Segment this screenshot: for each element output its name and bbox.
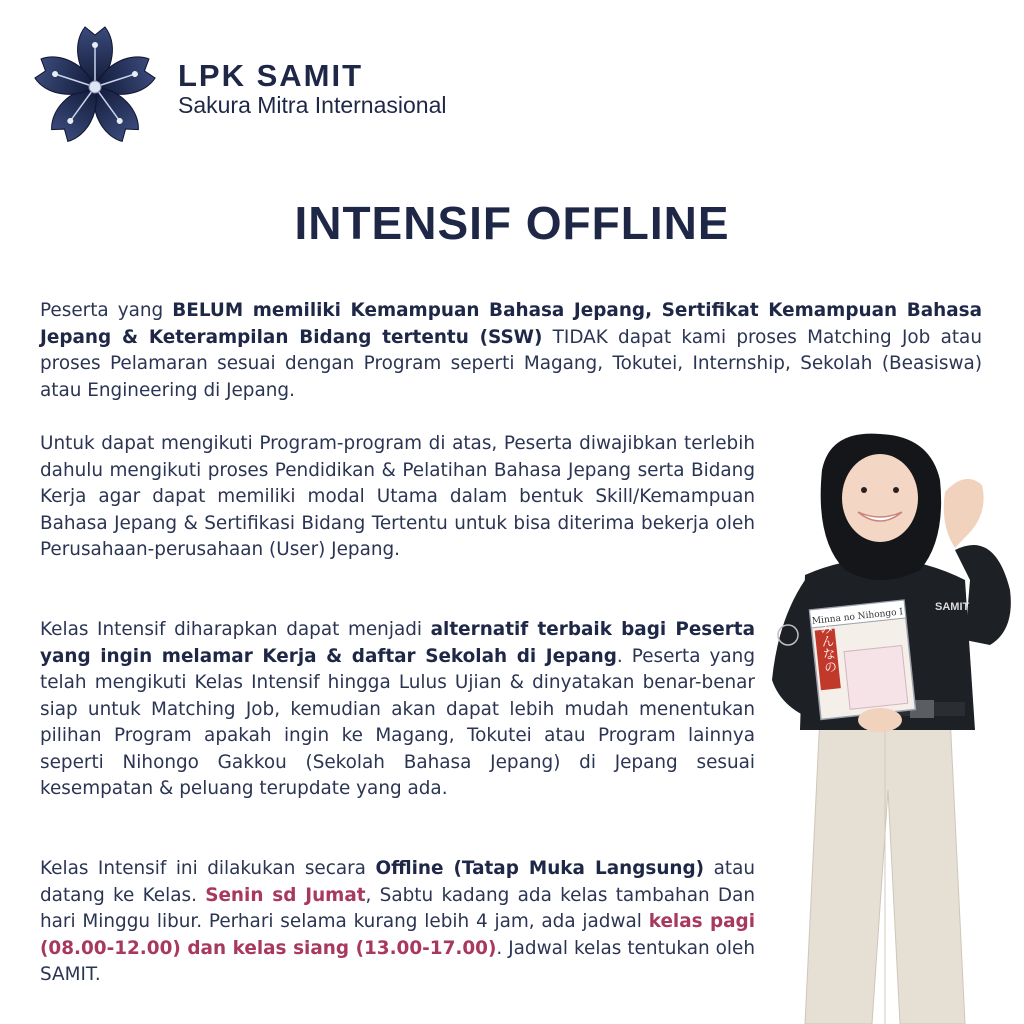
text-run: . Peserta yang telah mengikuti Kelas Intensif hingga Lulus Ujian & dinyatakan benar-benar siap untuk Matching Job, kemudian akan dapat lebih mudah menentukan pilihan Program apakah ingin ke Magang, Tokutei atau Program lainnya seperti Nihongo Gakkou (Sekolah Bahasa Jepang) di Jepang sesuai kesempatan & peluang terupdate yang ada. [40,645,755,799]
text-run-bold: BELUM memiliki Kemampuan Bahasa Jepang, Sertifikat Kemampuan Bahasa Jepang & Keterampilan Bidang tertentu (SSW) [40,300,982,348]
book-title: Minna no Nihongo I [811,607,904,627]
text-run: . Jadwal kelas tentukan oleh SAMIT. [40,937,755,985]
sakura-flower-logo-icon [28,22,162,152]
text-run: , Sabtu kadang ada kelas tambahan Dan hari Minggu libur. Perhari selama kurang lebih 4 jam, ada jadwal [40,884,755,932]
paragraph-schedule [40,856,755,989]
text-run: Untuk dapat mengikuti Program-program di atas, Peserta diwajibkan terlebih dahulu mengikuti proses Pendidikan & Pelatihan Bahasa Jepang serta Bidang Kerja agar dapat memiliki modal Utama dalam bentuk Skill/Kemampuan Bahasa Jepang & Sertifikasi Bidang Tertentu untuk bisa diterima bekerja oleh Perusahaan-perusahaan (User) Jepang. [40,433,755,560]
text-run: Kelas Intensif diharapkan dapat menjadi [40,619,431,640]
paragraph-intensive-class [40,617,755,803]
paragraph-requirements [40,298,982,404]
brand-name: LPK SAMIT [178,58,364,93]
text-run: TIDAK dapat kami proses Matching Job atau proses Pelamaran sesuai dengan Program seperti Magang, Tokutei, Internship, Sekolah (Beasiswa) atau Engineering di Jepang. [40,326,982,401]
page-title: INTENSIF OFFLINE [294,197,730,249]
text-run: atau datang ke Kelas. [40,858,755,906]
text-run: Kelas Intensif ini dilakukan secara [40,858,376,879]
student-photo-icon [760,430,1020,1024]
text-run-highlight: Senin sd Jumat [205,884,366,906]
text-run: Peserta yang [40,300,173,321]
brand-subtitle: Sakura Mitra Internasional [178,92,447,118]
text-run-bold: Offline (Tatap Muka Langsung) [375,858,705,879]
text-run-bold: alternatif terbaik bagi Peserta yang ingin melamar Kerja & daftar Sekolah di Jepang [40,619,755,667]
text-run-highlight: kelas pagi (08.00-12.00) dan kelas siang (13.00-17.00) [40,911,755,959]
shirt-logo-text: SAMIT [935,601,970,613]
brand-logo [28,22,498,152]
book-kana: みんなの [816,620,837,675]
paragraph-program-obligation [40,431,755,564]
